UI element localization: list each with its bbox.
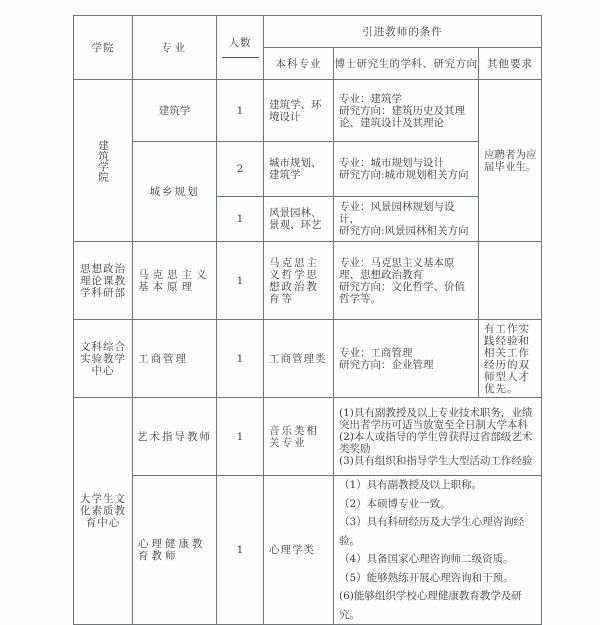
header-conditions-group: 引进教师的条件 xyxy=(264,16,542,48)
header-count xyxy=(217,16,264,80)
undergrad-cell: 马克思主义哲学思想政治教育等 xyxy=(264,242,334,320)
condition-item: (1)具有副教授及以上专业技术职务，业绩突出者学历可适当放宽至全日制大学本科 xyxy=(339,406,533,431)
major-cell: 心理健康教育教师 xyxy=(133,476,217,625)
conditions-cell xyxy=(334,398,542,476)
phd-direction: 研究方向：企业管理 xyxy=(339,358,434,371)
condition-item: （1）具有副教授及以上职称。 xyxy=(339,479,483,491)
recruitment-table xyxy=(73,15,542,625)
table-row xyxy=(74,142,542,197)
count-cell: 1 xyxy=(217,320,264,398)
college-name-line: 思想政治 xyxy=(80,262,126,275)
header-other: 其他要求 xyxy=(479,48,542,80)
phd-major: 专业：马克思主义基本原理、思想政治教育 xyxy=(339,256,455,281)
count-cell: 1 xyxy=(217,476,264,625)
phd-direction: 研究方向:风景园林相关方向 xyxy=(339,225,469,237)
condition-item: (2)本人或指导的学生曾获得过省部级艺术类奖励 xyxy=(339,430,533,455)
phd-cell xyxy=(334,197,479,242)
count-cell: 1 xyxy=(217,242,264,320)
undergrad-cell: 工商管理类 xyxy=(264,320,334,398)
table-row xyxy=(74,398,542,476)
undergrad-cell: 心理学类 xyxy=(264,476,334,625)
count-cell: 1 xyxy=(217,398,264,476)
other-cell: 应聘者为应届毕业生。 xyxy=(479,80,542,242)
college-name-line: 中心 xyxy=(91,364,115,377)
college-name-line: 文科综合 xyxy=(80,340,126,353)
header-phd: 博士研究生的学科、研究方向 xyxy=(334,48,479,80)
phd-cell xyxy=(334,242,479,320)
header-count-label: 人数 xyxy=(228,37,252,49)
table-row xyxy=(74,242,542,320)
condition-item: （2）本硕博专业一致。 xyxy=(339,497,451,510)
phd-major: 专业：风景园林规划与设计， xyxy=(339,201,455,225)
header-college: 学院 xyxy=(74,16,133,80)
conditions-cell xyxy=(334,476,542,625)
major-cell: 建筑学 xyxy=(133,80,217,142)
major-cell: 马克思主义基本原理 xyxy=(133,242,217,320)
phd-major: 专业：工商管理 xyxy=(339,346,413,359)
college-name: 建筑学院 xyxy=(97,139,109,182)
phd-direction: 研究方向:城市规划相关方向 xyxy=(339,169,469,181)
college-name-line: 实验教学 xyxy=(80,352,126,365)
condition-item: （5）能够熟练开展心理咨询和干预。 xyxy=(339,571,514,584)
count-cell: 1 xyxy=(217,80,264,142)
condition-item: (6)能够组织学校心理健康教育教学及研究。 xyxy=(339,590,522,621)
condition-item: (3)具有组织和指导学生大型活动工作经验 xyxy=(339,454,533,467)
undergrad-cell: 建筑学、环境设计 xyxy=(264,80,334,142)
major-cell: 艺术指导教师 xyxy=(133,398,217,476)
phd-cell xyxy=(334,320,479,398)
phd-direction: 研究方向：建筑历史及其理论、建筑设计及其理论 xyxy=(339,104,465,129)
condition-item: （3）具有科研经历及大学生心理咨询经验。 xyxy=(339,516,525,547)
undergrad-cell: 风景园林、景观、环艺 xyxy=(264,197,334,242)
table-row xyxy=(74,476,542,625)
header-undergrad: 本科专业 xyxy=(264,48,334,80)
table-row xyxy=(74,80,542,142)
condition-item: （4）具备国家心理咨询师二级资质。 xyxy=(339,553,514,565)
college-cell xyxy=(74,398,133,625)
major-cell: 工商管理 xyxy=(133,320,217,398)
major-cell: 城乡规划 xyxy=(133,142,217,242)
count-cell: 2 xyxy=(217,142,264,197)
other-cell xyxy=(479,242,542,320)
college-name-line: 学科研部 xyxy=(80,286,126,299)
underline-divider xyxy=(222,57,259,58)
college-name-line: 育中心 xyxy=(85,517,121,529)
phd-major: 专业：建筑学 xyxy=(339,92,402,105)
phd-direction: 研究方向：文化哲学、价值哲学等。 xyxy=(339,280,465,305)
count-cell: 1 xyxy=(217,197,264,242)
header-major: 专业 xyxy=(133,16,217,80)
other-cell: 有工作实践经验和相关工作经历的双师型人才优先。 xyxy=(479,320,542,398)
college-name-line: 大学生文 xyxy=(80,493,126,505)
college-cell xyxy=(74,80,133,242)
college-name-line: 理论课教 xyxy=(80,274,126,287)
table-row xyxy=(74,320,542,398)
college-cell xyxy=(74,320,133,398)
undergrad-cell: 音乐类相关专业 xyxy=(264,398,334,476)
college-cell xyxy=(74,242,133,320)
undergrad-cell: 城市规划、建筑学 xyxy=(264,142,334,197)
phd-cell xyxy=(334,80,479,142)
phd-major: 专业：城市规划与设计 xyxy=(339,157,444,169)
college-name-line: 化素质教 xyxy=(80,505,126,517)
phd-cell xyxy=(334,142,479,197)
